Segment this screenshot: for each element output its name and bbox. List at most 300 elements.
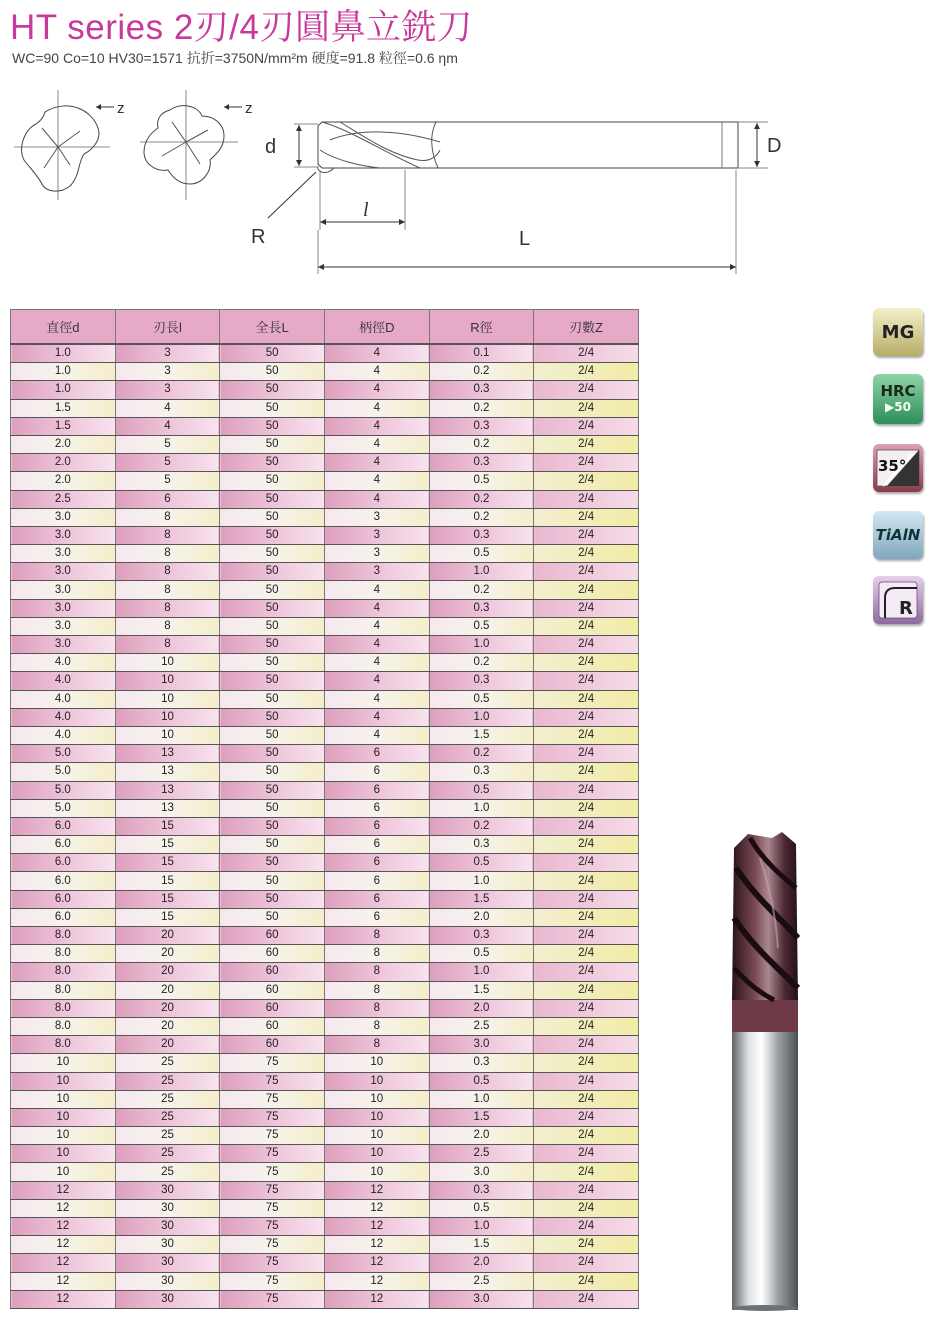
- cell-shank-diameter: 12: [324, 1290, 429, 1308]
- cell-flute-length: 13: [115, 763, 220, 781]
- axis-z-label-1: z: [117, 100, 125, 117]
- cell-overall-length: 50: [220, 344, 325, 363]
- cell-diameter: 8.0: [11, 981, 116, 999]
- cell-flute-count: 2/4: [534, 581, 639, 599]
- cell-flute-count: 2/4: [534, 1163, 639, 1181]
- cell-shank-diameter: 6: [324, 854, 429, 872]
- cell-flute-count: 2/4: [534, 963, 639, 981]
- hrc-label: HRC: [880, 382, 916, 400]
- table-row: [11, 1254, 639, 1272]
- table-row: [11, 1199, 639, 1217]
- column-header-overall-length: 全長L: [220, 310, 325, 345]
- cell-diameter: 1.0: [11, 381, 116, 399]
- table-row: [11, 363, 639, 381]
- cell-overall-length: 75: [220, 1199, 325, 1217]
- table-row: [11, 1145, 639, 1163]
- cell-flute-length: 3: [115, 363, 220, 381]
- cell-overall-length: 50: [220, 363, 325, 381]
- cell-flute-length: 6: [115, 490, 220, 508]
- table-row: [11, 799, 639, 817]
- cell-flute-length: 10: [115, 672, 220, 690]
- cell-flute-length: 25: [115, 1145, 220, 1163]
- dimension-D-label: D: [767, 135, 782, 157]
- material-specs: WC=90 Co=10 HV30=1571 抗折=3750N/mm²m 硬度=91.8 粒徑=0.6 ηm: [12, 50, 458, 66]
- cell-shank-diameter: 8: [324, 963, 429, 981]
- cell-corner-radius: 0.5: [429, 545, 534, 563]
- cell-diameter: 10: [11, 1072, 116, 1090]
- cell-shank-diameter: 8: [324, 1017, 429, 1035]
- cell-overall-length: 50: [220, 472, 325, 490]
- cell-flute-length: 10: [115, 654, 220, 672]
- spec-table: [10, 309, 639, 1309]
- cell-overall-length: 50: [220, 545, 325, 563]
- cell-shank-diameter: 4: [324, 636, 429, 654]
- cell-overall-length: 50: [220, 708, 325, 726]
- cell-overall-length: 50: [220, 763, 325, 781]
- cell-diameter: 4.0: [11, 708, 116, 726]
- cell-corner-radius: 0.2: [429, 581, 534, 599]
- cell-flute-length: 8: [115, 526, 220, 544]
- cell-overall-length: 50: [220, 581, 325, 599]
- cell-flute-length: 20: [115, 927, 220, 945]
- cell-shank-diameter: 4: [324, 417, 429, 435]
- cell-flute-count: 2/4: [534, 454, 639, 472]
- table-row: [11, 1181, 639, 1199]
- cell-shank-diameter: 10: [324, 1127, 429, 1145]
- axis-z-label-2: z: [245, 100, 253, 117]
- table-body: [11, 344, 639, 1308]
- table-row: [11, 1127, 639, 1145]
- cell-overall-length: 60: [220, 1017, 325, 1035]
- cell-overall-length: 60: [220, 927, 325, 945]
- table-row: [11, 526, 639, 544]
- dimension-L-label: L: [519, 228, 531, 250]
- cell-flute-count: 2/4: [534, 836, 639, 854]
- cell-overall-length: 50: [220, 508, 325, 526]
- table-row: [11, 781, 639, 799]
- cell-overall-length: 50: [220, 599, 325, 617]
- cell-flute-count: 2/4: [534, 1090, 639, 1108]
- cell-diameter: 8.0: [11, 945, 116, 963]
- table-row: [11, 854, 639, 872]
- cell-shank-diameter: 4: [324, 381, 429, 399]
- cell-corner-radius: 0.2: [429, 654, 534, 672]
- tool-dimension-diagram: [0, 80, 800, 280]
- cell-flute-count: 2/4: [534, 799, 639, 817]
- cell-flute-length: 3: [115, 344, 220, 363]
- cell-flute-count: 2/4: [534, 872, 639, 890]
- cell-overall-length: 50: [220, 399, 325, 417]
- table-row: [11, 508, 639, 526]
- cell-diameter: 4.0: [11, 690, 116, 708]
- table-row: [11, 945, 639, 963]
- cell-flute-count: 2/4: [534, 1127, 639, 1145]
- cell-diameter: 8.0: [11, 963, 116, 981]
- table-row: [11, 454, 639, 472]
- cell-shank-diameter: 3: [324, 563, 429, 581]
- table-row: [11, 1036, 639, 1054]
- cell-flute-length: 8: [115, 563, 220, 581]
- cell-diameter: 8.0: [11, 1017, 116, 1035]
- cell-flute-count: 2/4: [534, 981, 639, 999]
- cell-flute-length: 20: [115, 963, 220, 981]
- cell-diameter: 1.0: [11, 363, 116, 381]
- cell-overall-length: 50: [220, 745, 325, 763]
- cell-corner-radius: 2.0: [429, 999, 534, 1017]
- cell-overall-length: 50: [220, 526, 325, 544]
- helix-angle-text: 35°: [878, 457, 907, 475]
- cell-diameter: 6.0: [11, 817, 116, 835]
- cell-flute-count: 2/4: [534, 417, 639, 435]
- cell-diameter: 2.0: [11, 454, 116, 472]
- cell-flute-length: 30: [115, 1218, 220, 1236]
- dimension-d-label: d: [265, 136, 277, 158]
- cell-corner-radius: 0.2: [429, 745, 534, 763]
- cell-corner-radius: 2.5: [429, 1017, 534, 1035]
- cell-overall-length: 50: [220, 617, 325, 635]
- cell-flute-count: 2/4: [534, 545, 639, 563]
- cell-flute-length: 5: [115, 454, 220, 472]
- cell-flute-count: 2/4: [534, 399, 639, 417]
- cell-overall-length: 50: [220, 454, 325, 472]
- cell-flute-count: 2/4: [534, 617, 639, 635]
- cell-overall-length: 75: [220, 1127, 325, 1145]
- cell-flute-length: 13: [115, 799, 220, 817]
- cell-corner-radius: 0.5: [429, 1199, 534, 1217]
- table-row: [11, 490, 639, 508]
- cell-corner-radius: 0.3: [429, 599, 534, 617]
- cell-overall-length: 75: [220, 1054, 325, 1072]
- tool-side-view: [318, 122, 738, 172]
- cell-shank-diameter: 4: [324, 490, 429, 508]
- cell-overall-length: 50: [220, 417, 325, 435]
- hrc-badge: [873, 374, 923, 424]
- cell-diameter: 6.0: [11, 836, 116, 854]
- cell-overall-length: 50: [220, 872, 325, 890]
- column-header-corner-radius: R徑: [429, 310, 534, 345]
- cell-flute-count: 2/4: [534, 1108, 639, 1126]
- cell-flute-length: 8: [115, 508, 220, 526]
- cell-flute-length: 8: [115, 636, 220, 654]
- cell-diameter: 10: [11, 1163, 116, 1181]
- cell-flute-count: 2/4: [534, 381, 639, 399]
- table-row: [11, 417, 639, 435]
- cell-flute-length: 30: [115, 1236, 220, 1254]
- cell-diameter: 10: [11, 1127, 116, 1145]
- cell-flute-count: 2/4: [534, 1181, 639, 1199]
- cell-diameter: 12: [11, 1181, 116, 1199]
- cell-corner-radius: 1.0: [429, 1090, 534, 1108]
- cell-flute-length: 30: [115, 1290, 220, 1308]
- cell-overall-length: 75: [220, 1236, 325, 1254]
- cell-diameter: 4.0: [11, 654, 116, 672]
- cell-overall-length: 50: [220, 381, 325, 399]
- cell-flute-count: 2/4: [534, 763, 639, 781]
- cell-flute-count: 2/4: [534, 781, 639, 799]
- column-header-flute-length: 刃長l: [115, 310, 220, 345]
- cell-flute-length: 15: [115, 854, 220, 872]
- cell-flute-length: 10: [115, 690, 220, 708]
- cell-flute-length: 8: [115, 599, 220, 617]
- cell-flute-length: 20: [115, 1036, 220, 1054]
- cell-diameter: 3.0: [11, 581, 116, 599]
- table-row: [11, 1054, 639, 1072]
- cell-flute-count: 2/4: [534, 435, 639, 453]
- cell-flute-count: 2/4: [534, 745, 639, 763]
- cell-diameter: 8.0: [11, 927, 116, 945]
- cell-flute-count: 2/4: [534, 726, 639, 744]
- cell-corner-radius: 0.3: [429, 763, 534, 781]
- cell-flute-count: 2/4: [534, 490, 639, 508]
- cell-corner-radius: 1.5: [429, 1108, 534, 1126]
- cell-flute-count: 2/4: [534, 1036, 639, 1054]
- cell-corner-radius: 1.0: [429, 1218, 534, 1236]
- cell-flute-count: 2/4: [534, 1254, 639, 1272]
- cell-diameter: 8.0: [11, 1036, 116, 1054]
- cell-shank-diameter: 8: [324, 999, 429, 1017]
- cell-shank-diameter: 10: [324, 1054, 429, 1072]
- cell-shank-diameter: 4: [324, 726, 429, 744]
- table-row: [11, 908, 639, 926]
- cell-flute-count: 2/4: [534, 363, 639, 381]
- cell-overall-length: 50: [220, 836, 325, 854]
- table-row: [11, 963, 639, 981]
- cell-diameter: 4.0: [11, 726, 116, 744]
- cell-shank-diameter: 4: [324, 654, 429, 672]
- cell-flute-length: 20: [115, 945, 220, 963]
- cell-shank-diameter: 6: [324, 872, 429, 890]
- cell-shank-diameter: 4: [324, 363, 429, 381]
- cell-flute-count: 2/4: [534, 1072, 639, 1090]
- cell-diameter: 3.0: [11, 617, 116, 635]
- table-row: [11, 654, 639, 672]
- cell-diameter: 2.0: [11, 435, 116, 453]
- cell-flute-count: 2/4: [534, 890, 639, 908]
- table-header-row: [11, 310, 639, 345]
- table-row: [11, 981, 639, 999]
- cell-flute-length: 10: [115, 708, 220, 726]
- cell-flute-length: 10: [115, 726, 220, 744]
- cell-diameter: 5.0: [11, 781, 116, 799]
- cell-flute-length: 8: [115, 545, 220, 563]
- cell-overall-length: 50: [220, 726, 325, 744]
- cell-diameter: 12: [11, 1290, 116, 1308]
- cell-shank-diameter: 8: [324, 1036, 429, 1054]
- cell-corner-radius: 2.0: [429, 1254, 534, 1272]
- corner-radius-icon: [873, 576, 923, 624]
- table-row: [11, 1090, 639, 1108]
- dimension-l-label: l: [363, 199, 369, 221]
- cell-overall-length: 50: [220, 817, 325, 835]
- cell-shank-diameter: 4: [324, 690, 429, 708]
- cell-corner-radius: 0.5: [429, 781, 534, 799]
- cell-overall-length: 60: [220, 945, 325, 963]
- cell-shank-diameter: 12: [324, 1181, 429, 1199]
- cell-corner-radius: 0.3: [429, 526, 534, 544]
- coating-badge: TiAlN: [873, 511, 923, 559]
- cell-flute-length: 4: [115, 399, 220, 417]
- cell-shank-diameter: 4: [324, 344, 429, 363]
- cell-shank-diameter: 10: [324, 1072, 429, 1090]
- cell-flute-count: 2/4: [534, 1290, 639, 1308]
- cell-flute-length: 15: [115, 836, 220, 854]
- cell-corner-radius: 0.3: [429, 927, 534, 945]
- cell-overall-length: 75: [220, 1108, 325, 1126]
- table-row: [11, 763, 639, 781]
- table-row: [11, 381, 639, 399]
- four-flute-end-view: [140, 90, 238, 200]
- table-row: [11, 1017, 639, 1035]
- cell-corner-radius: 1.0: [429, 963, 534, 981]
- cell-corner-radius: 1.5: [429, 1236, 534, 1254]
- cell-flute-count: 2/4: [534, 999, 639, 1017]
- corner-radius-text: R: [899, 598, 913, 619]
- cell-overall-length: 50: [220, 672, 325, 690]
- column-header-flute-count: 刃數Z: [534, 310, 639, 345]
- cell-shank-diameter: 6: [324, 890, 429, 908]
- cell-corner-radius: 2.5: [429, 1272, 534, 1290]
- table-row: [11, 1108, 639, 1126]
- cell-corner-radius: 1.0: [429, 563, 534, 581]
- cell-flute-count: 2/4: [534, 508, 639, 526]
- cell-corner-radius: 0.3: [429, 672, 534, 690]
- cell-flute-count: 2/4: [534, 690, 639, 708]
- table-row: [11, 581, 639, 599]
- cell-flute-length: 13: [115, 781, 220, 799]
- two-flute-end-view: [14, 90, 110, 200]
- cell-shank-diameter: 4: [324, 472, 429, 490]
- cell-flute-length: 25: [115, 1163, 220, 1181]
- cell-corner-radius: 0.2: [429, 508, 534, 526]
- cell-flute-length: 20: [115, 1017, 220, 1035]
- cell-overall-length: 75: [220, 1163, 325, 1181]
- table-row: [11, 1272, 639, 1290]
- cell-corner-radius: 0.3: [429, 1054, 534, 1072]
- table-row: [11, 999, 639, 1017]
- cell-corner-radius: 2.0: [429, 908, 534, 926]
- cell-corner-radius: 0.2: [429, 817, 534, 835]
- cell-diameter: 3.0: [11, 508, 116, 526]
- cell-shank-diameter: 4: [324, 399, 429, 417]
- table-row: [11, 672, 639, 690]
- cell-diameter: 2.5: [11, 490, 116, 508]
- cell-flute-count: 2/4: [534, 672, 639, 690]
- cell-diameter: 4.0: [11, 672, 116, 690]
- cell-flute-length: 30: [115, 1272, 220, 1290]
- helix-angle-badge: [873, 444, 923, 492]
- cell-flute-length: 4: [115, 417, 220, 435]
- cell-flute-count: 2/4: [534, 1218, 639, 1236]
- cell-corner-radius: 0.2: [429, 399, 534, 417]
- page-title: HT series 2刃/4刃圓鼻立銑刀: [10, 8, 473, 47]
- cell-corner-radius: 0.5: [429, 617, 534, 635]
- cell-overall-length: 60: [220, 963, 325, 981]
- cell-overall-length: 75: [220, 1290, 325, 1308]
- cell-overall-length: 50: [220, 435, 325, 453]
- cell-flute-count: 2/4: [534, 854, 639, 872]
- cell-shank-diameter: 3: [324, 545, 429, 563]
- cell-shank-diameter: 4: [324, 599, 429, 617]
- cell-diameter: 3.0: [11, 599, 116, 617]
- cell-corner-radius: 0.3: [429, 417, 534, 435]
- cell-shank-diameter: 12: [324, 1199, 429, 1217]
- cell-flute-length: 25: [115, 1054, 220, 1072]
- cell-overall-length: 75: [220, 1218, 325, 1236]
- cell-overall-length: 50: [220, 636, 325, 654]
- cell-shank-diameter: 6: [324, 817, 429, 835]
- table-row: [11, 435, 639, 453]
- cell-corner-radius: 1.0: [429, 872, 534, 890]
- cell-shank-diameter: 8: [324, 945, 429, 963]
- cell-diameter: 3.0: [11, 636, 116, 654]
- cell-overall-length: 60: [220, 981, 325, 999]
- table-row: [11, 617, 639, 635]
- cell-corner-radius: 0.2: [429, 363, 534, 381]
- table-row: [11, 745, 639, 763]
- cell-flute-count: 2/4: [534, 526, 639, 544]
- cell-shank-diameter: 6: [324, 781, 429, 799]
- cell-diameter: 2.0: [11, 472, 116, 490]
- cell-shank-diameter: 3: [324, 526, 429, 544]
- cell-overall-length: 60: [220, 999, 325, 1017]
- table-row: [11, 1218, 639, 1236]
- column-header-diameter: 直徑d: [11, 310, 116, 345]
- table-row: [11, 690, 639, 708]
- cell-diameter: 10: [11, 1090, 116, 1108]
- cell-shank-diameter: 3: [324, 508, 429, 526]
- mg-badge: MG: [873, 308, 923, 356]
- cell-flute-count: 2/4: [534, 563, 639, 581]
- cell-diameter: 5.0: [11, 799, 116, 817]
- cell-corner-radius: 2.5: [429, 1145, 534, 1163]
- cell-flute-count: 2/4: [534, 708, 639, 726]
- cell-diameter: 6.0: [11, 890, 116, 908]
- cell-shank-diameter: 10: [324, 1090, 429, 1108]
- cell-diameter: 10: [11, 1054, 116, 1072]
- cell-corner-radius: 0.5: [429, 690, 534, 708]
- cell-flute-length: 25: [115, 1108, 220, 1126]
- cell-corner-radius: 1.0: [429, 708, 534, 726]
- cell-flute-count: 2/4: [534, 636, 639, 654]
- cell-flute-count: 2/4: [534, 599, 639, 617]
- cell-shank-diameter: 4: [324, 708, 429, 726]
- end-mill-photo: [720, 828, 830, 1312]
- cell-diameter: 5.0: [11, 745, 116, 763]
- cell-shank-diameter: 10: [324, 1108, 429, 1126]
- cell-overall-length: 75: [220, 1145, 325, 1163]
- cell-flute-length: 5: [115, 435, 220, 453]
- cell-diameter: 10: [11, 1108, 116, 1126]
- cell-diameter: 1.5: [11, 417, 116, 435]
- cell-flute-length: 3: [115, 381, 220, 399]
- cell-diameter: 12: [11, 1218, 116, 1236]
- table-row: [11, 472, 639, 490]
- cell-overall-length: 75: [220, 1254, 325, 1272]
- table-row: [11, 890, 639, 908]
- cell-corner-radius: 0.3: [429, 836, 534, 854]
- helix-angle-icon: [873, 444, 923, 492]
- cell-corner-radius: 0.3: [429, 381, 534, 399]
- cell-overall-length: 50: [220, 654, 325, 672]
- cell-flute-length: 8: [115, 581, 220, 599]
- table-row: [11, 545, 639, 563]
- table-row: [11, 563, 639, 581]
- cell-corner-radius: 2.0: [429, 1127, 534, 1145]
- cell-flute-length: 15: [115, 817, 220, 835]
- cell-overall-length: 50: [220, 781, 325, 799]
- cell-overall-length: 75: [220, 1090, 325, 1108]
- cell-corner-radius: 0.2: [429, 490, 534, 508]
